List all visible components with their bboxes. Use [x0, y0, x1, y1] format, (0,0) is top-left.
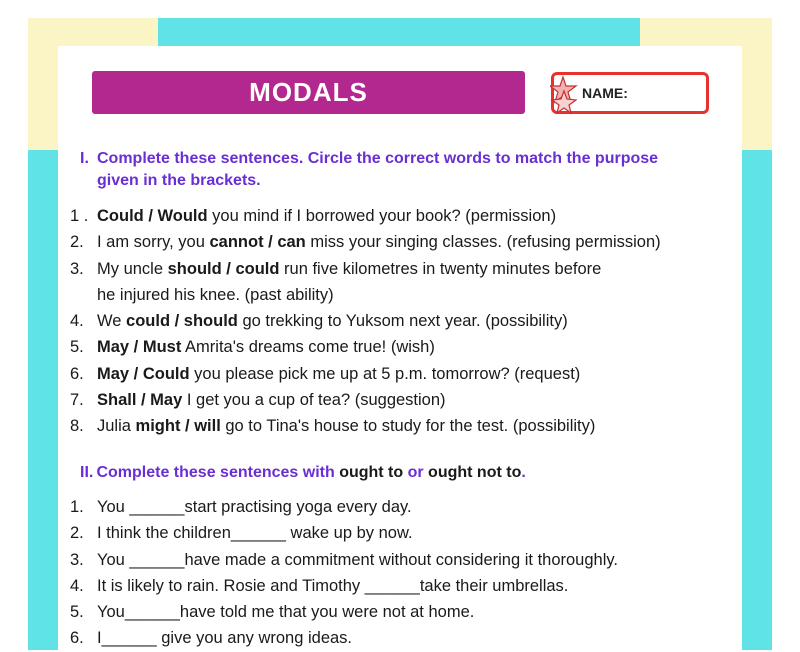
- list-item: 6. May / Could you please pick me up at 5 p.m. tomorrow? (request): [70, 364, 581, 383]
- section-2-list: [70, 494, 730, 652]
- list-item: 2. I am sorry, you cannot / can miss your singing classes. (refusing permission): [70, 233, 661, 252]
- list-item[interactable]: 1. You ______start practising yoga every day.: [70, 498, 412, 516]
- modal-choice[interactable]: cannot / can: [209, 233, 306, 252]
- section-1-number: I.: [80, 150, 89, 167]
- section-1-heading: [80, 148, 658, 192]
- list-item[interactable]: 5. You______have told me that you were not at home.: [70, 603, 475, 622]
- section-2-number: II.: [80, 464, 94, 481]
- background-cyan-left: [28, 150, 58, 650]
- list-item: 4. We could / should go trekking to Yuksom next year. (possibility): [70, 312, 568, 331]
- list-item: 1 . Could / Would you mind if I borrowed your book? (permission): [70, 207, 557, 225]
- title-banner: [92, 71, 525, 114]
- list-item[interactable]: 4. It is likely to rain. Rosie and Timothy ______take their umbrellas.: [70, 576, 569, 595]
- modal-choice[interactable]: might / will: [135, 417, 221, 436]
- section-1-list: [70, 203, 730, 440]
- modal-choice[interactable]: Could / Would: [97, 207, 208, 225]
- list-item[interactable]: 6. I______ give you any wrong ideas.: [70, 629, 353, 648]
- star-sticker-icon: [550, 75, 580, 115]
- section-1-instruction-line2: given in the brackets.: [97, 172, 261, 189]
- option-ought-not-to: ought not to: [428, 464, 522, 481]
- name-label: NAME:: [582, 85, 628, 101]
- worksheet-title: MODALS: [249, 77, 368, 107]
- background-cyan-right: [742, 150, 772, 650]
- list-item: 8. Julia might / will go to Tina's house to study for the test. (possibility): [70, 417, 596, 436]
- option-ought-to: ought to: [339, 464, 404, 481]
- modal-choice[interactable]: should / could: [167, 259, 280, 278]
- list-item[interactable]: 2. I think the children______ wake up by now.: [70, 524, 413, 543]
- list-item: 7. Shall / May I get you a cup of tea? (suggestion): [70, 391, 446, 410]
- list-item: 5. May / Must Amrita's dreams come true! (wish): [70, 338, 435, 357]
- list-item[interactable]: 3. You ______have made a commitment without considering it thoroughly.: [70, 550, 618, 569]
- modal-choice[interactable]: Shall / May: [97, 391, 183, 410]
- modal-choice[interactable]: could / should: [126, 312, 238, 331]
- modal-choice[interactable]: May / Could: [97, 364, 190, 383]
- section-1-instruction-line1: Complete these sentences. Circle the correct words to match the purpose: [97, 150, 659, 167]
- list-item: 3. My uncle should / could run five kilometres in twenty minutes before he injured his knee. (past ability): [70, 259, 602, 304]
- modal-choice[interactable]: May / Must: [97, 338, 182, 357]
- section-2-heading: II. Complete these sentences with ought to or ought not to.: [80, 462, 526, 484]
- name-field[interactable]: [551, 72, 709, 114]
